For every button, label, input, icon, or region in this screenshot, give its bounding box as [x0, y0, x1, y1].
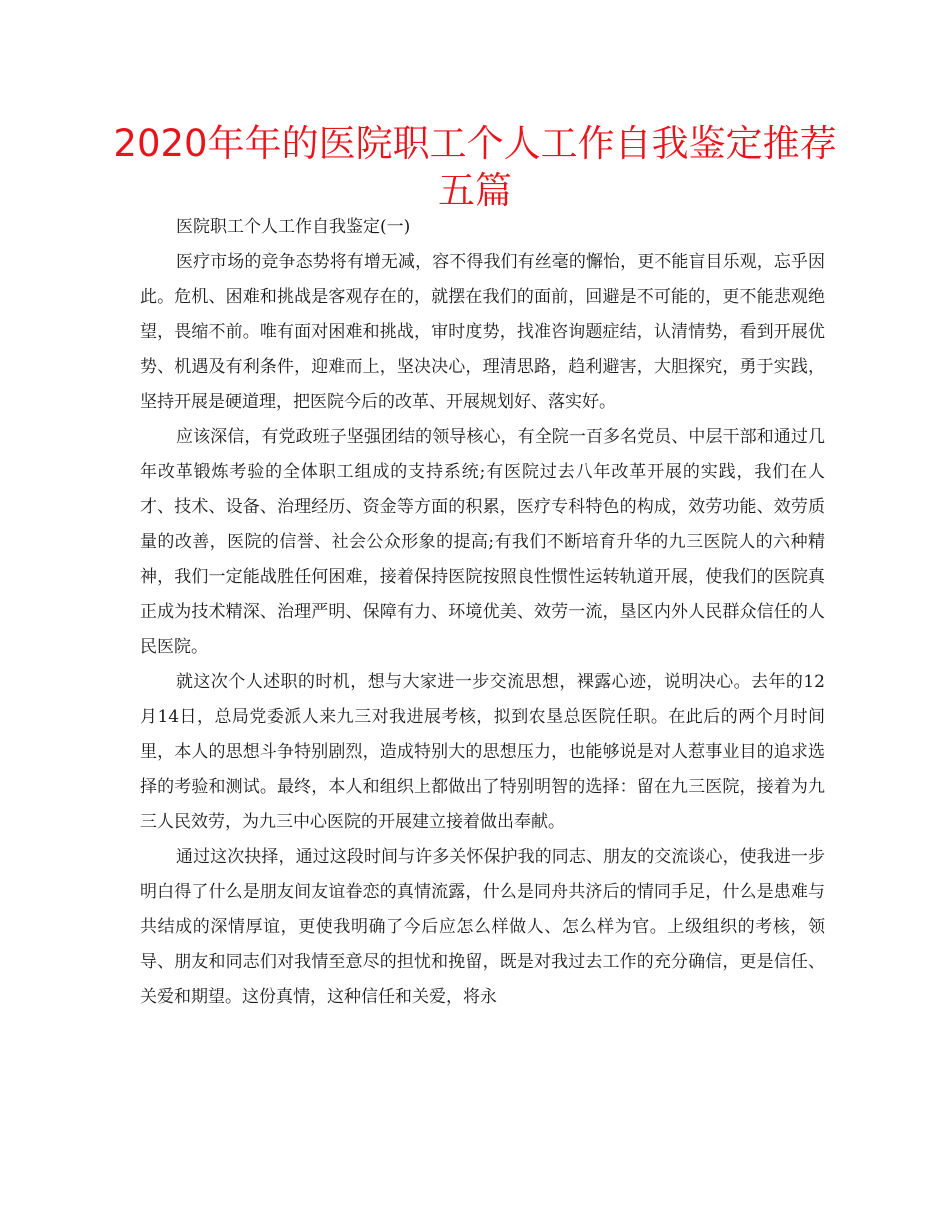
document-body: [140, 210, 825, 1015]
body-paragraph: 通过这次抉择，通过这段时间与许多关怀保护我的同志、朋友的交流谈心，使我进一步明白得了什么是朋友间友谊眷恋的真情流露，什么是同舟共济后的情同手足，什么是患难与共结成的深情厚谊，更使我明确了今后应怎么样做人、怎么样为官。上级组织的考核，领导、朋友和同志们对我情至意尽的担忧和挽留，既是对我过去工作的充分确信，更是信任、关爱和期望。这份真情，这种信任和关爱，将永: [140, 847, 825, 1007]
body-paragraph: 就这次个人述职的时机，想与大家进一步交流思想，裸露心迹，说明决心。去年的12月14日，总局党委派人来九三对我进展考核，拟到农垦总医院任职。在此后的两个月时间里，本人的思想斗争特别剧烈，造成特别大的思想压力，也能够说是对人惹事业目的追求选择的考验和测试。最终，本人和组织上都做出了特别明智的选择：留在九三医院，接着为九三人民效劳，为九三中心医院的开展建立接着做出奉献。: [140, 672, 825, 832]
document-title: 2020年年的医院职工个人工作自我鉴定推荐五篇: [113, 122, 837, 212]
body-paragraph: 医疗市场的竞争态势将有增无减，容不得我们有丝毫的懈怡，更不能盲目乐观，忘乎因此。危机、困难和挑战是客观存在的，就摆在我们的面前，回避是不可能的，更不能悲观绝望，畏缩不前。唯有面对困难和挑战，审时度势，找准咨询题症结，认清情势，看到开展优势、机遇及有利条件，迎难而上，坚决决心，理清思路，趋利避害，大胆探究，勇于实践，坚持开展是硬道理，把医院今后的改革、开展规划好、落实好。: [140, 252, 825, 412]
section-heading: 医院职工个人工作自我鉴定(一): [176, 217, 411, 237]
body-paragraph: 应该深信，有党政班子坚强团结的领导核心，有全院一百多名党员、中层干部和通过几年改革锻炼考验的全体职工组成的支持系统;有医院过去八年改革开展的实践，我们在人才、技术、设备、治理经历、资金等方面的积累，医疗专科特色的构成，效劳功能、效劳质量的改善，医院的信誉、社会公众形象的提高;有我们不断培育升华的九三医院人的六种精神，我们一定能战胜任何困难，接着保持医院按照良性惯性运转轨道开展，使我们的医院真正成为技术精深、治理严明、保障有力、环境优美、效劳一流，垦区内外人民群众信任的人民医院。: [140, 427, 825, 657]
